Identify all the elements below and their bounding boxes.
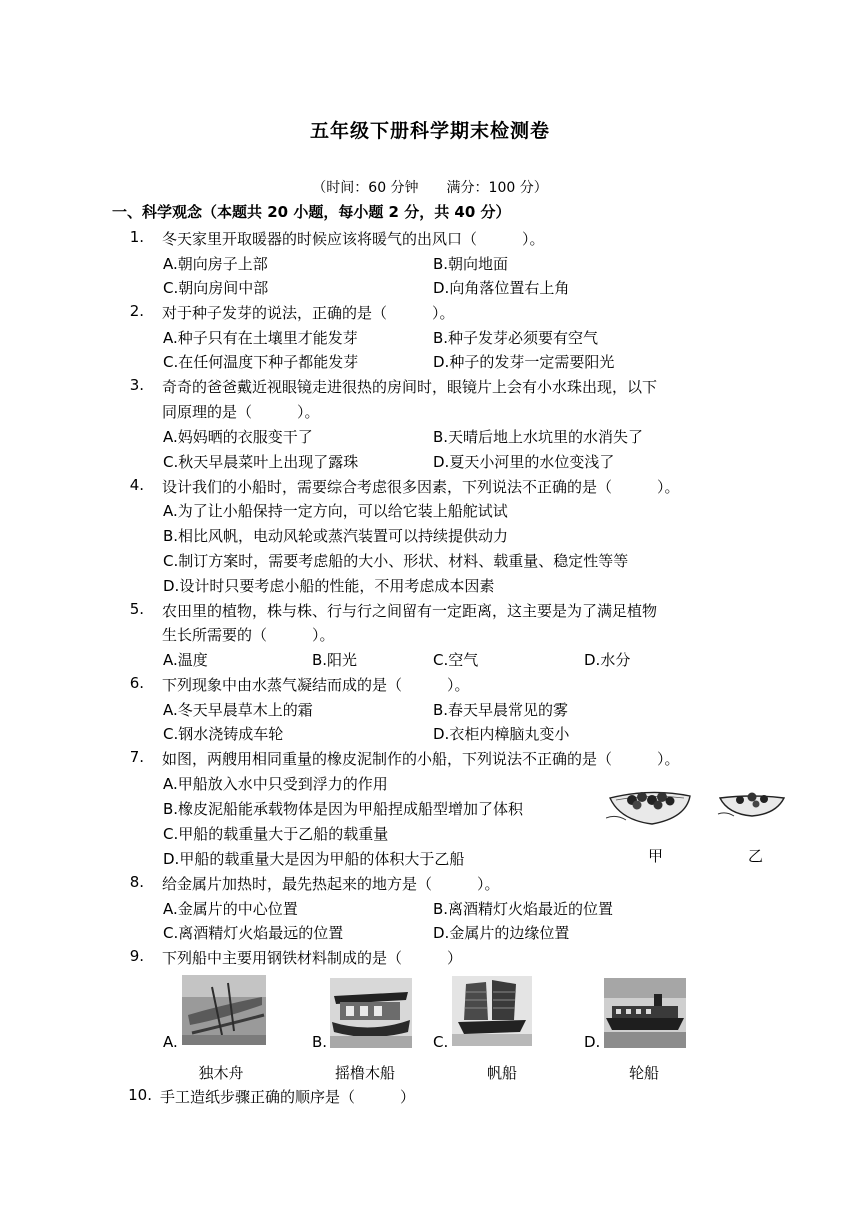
section-heading: 一、科学观念（本题共 20 小题，每小题 2 分，共 40 分） bbox=[112, 203, 511, 221]
option: D.夏天小河里的水位变浅了 bbox=[433, 453, 615, 471]
question-text: 农田里的植物，株与株、行与行之间留有一定距离，这主要是为了满足植物 bbox=[162, 602, 658, 620]
boat-jia-illustration bbox=[606, 792, 690, 824]
option: A.温度 bbox=[163, 651, 208, 669]
question-number: 1. bbox=[129, 228, 144, 246]
sculling-boat-photo bbox=[330, 978, 412, 1048]
option: C.钢水浇铸成车轮 bbox=[163, 725, 284, 743]
option: B.离酒精灯火焰最近的位置 bbox=[433, 900, 614, 918]
option: C.甲船的载重量大于乙船的载重量 bbox=[163, 825, 389, 843]
boat-yi-illustration bbox=[718, 793, 784, 817]
photo-caption: 摇橹木船 bbox=[334, 1064, 395, 1082]
option: D.衣柜内樟脑丸变小 bbox=[433, 725, 570, 743]
option: C.制订方案时，需要考虑船的大小、形状、材料、载重量、稳定性等等 bbox=[163, 552, 629, 570]
photo-caption: 帆船 bbox=[486, 1064, 517, 1082]
question-number: 2. bbox=[129, 302, 144, 320]
option: B.朝向地面 bbox=[433, 255, 509, 273]
option: C.朝向房间中部 bbox=[163, 279, 269, 297]
question-number: 5. bbox=[129, 600, 144, 618]
exam-meta: （时间：60 分钟 满分：100 分） bbox=[312, 180, 548, 196]
question-number: 6. bbox=[129, 674, 144, 692]
question-text: 同原理的是（ ）。 bbox=[162, 403, 320, 421]
option: B.春天早晨常见的雾 bbox=[433, 701, 569, 719]
option: A.妈妈晒的衣服变干了 bbox=[163, 428, 313, 446]
option: C.在任何温度下种子都能发芽 bbox=[163, 353, 359, 371]
question-text: 对于种子发芽的说法，正确的是（ ）。 bbox=[162, 304, 455, 322]
steamship-photo bbox=[604, 978, 686, 1048]
question-number: 4. bbox=[129, 476, 144, 494]
question-text: 给金属片加热时，最先热起来的地方是（ ）。 bbox=[162, 875, 500, 893]
option: B.天晴后地上水坑里的水消失了 bbox=[433, 428, 644, 446]
option: B. bbox=[312, 1033, 328, 1051]
option: D.水分 bbox=[584, 651, 631, 669]
option: C.离酒精灯火焰最远的位置 bbox=[163, 924, 344, 942]
option: B.种子发芽必须要有空气 bbox=[433, 329, 599, 347]
option: D.甲船的载重量大是因为甲船的体积大于乙船 bbox=[163, 850, 465, 868]
question-text: 生长所需要的（ ）。 bbox=[162, 626, 335, 644]
option: D.向角落位置右上角 bbox=[433, 279, 570, 297]
option: B.阳光 bbox=[312, 651, 358, 669]
option: B.橡皮泥船能承载物体是因为甲船捏成船型增加了体积 bbox=[163, 800, 524, 818]
question-text: 设计我们的小船时，需要综合考虑很多因素，下列说法不正确的是（ ）。 bbox=[162, 478, 680, 496]
photo-caption: 独木舟 bbox=[198, 1064, 244, 1082]
dugout-canoe-photo bbox=[182, 975, 266, 1045]
question-text: 手工造纸步骤正确的顺序是（ ） bbox=[160, 1088, 416, 1106]
option: B.相比风帆，电动风轮或蒸汽装置可以持续提供动力 bbox=[163, 527, 509, 545]
photo-caption: 轮船 bbox=[628, 1064, 659, 1082]
figure-label-yi: 乙 bbox=[748, 847, 764, 865]
option: A. bbox=[163, 1033, 178, 1051]
option: A.种子只有在土壤里才能发芽 bbox=[163, 329, 358, 347]
option: D.种子的发芽一定需要阳光 bbox=[433, 353, 615, 371]
option: D. bbox=[584, 1033, 601, 1051]
question-number: 10. bbox=[128, 1086, 152, 1104]
page-title: 五年级下册科学期末检测卷 bbox=[309, 120, 550, 142]
option: A.为了让小船保持一定方向，可以给它装上船舵试试 bbox=[163, 502, 508, 520]
option: C. bbox=[433, 1033, 449, 1051]
question-text: 下列现象中由水蒸气凝结而成的是（ ）。 bbox=[162, 676, 470, 694]
option: A.朝向房子上部 bbox=[163, 255, 268, 273]
figure-label-jia: 甲 bbox=[648, 847, 664, 865]
option: C.秋天早晨菜叶上出现了露珠 bbox=[163, 453, 359, 471]
question-number: 3. bbox=[129, 376, 144, 394]
sailboat-photo bbox=[452, 976, 532, 1046]
question-text: 奇奇的爸爸戴近视眼镜走进很热的房间时，眼镜片上会有小水珠出现，以下 bbox=[162, 378, 658, 396]
question-number: 9. bbox=[129, 947, 144, 965]
option: A.冬天早晨草木上的霜 bbox=[163, 701, 313, 719]
option: C.空气 bbox=[433, 651, 479, 669]
option: D.金属片的边缘位置 bbox=[433, 924, 570, 942]
question-text: 如图，两艘用相同重量的橡皮泥制作的小船，下列说法不正确的是（ ）。 bbox=[162, 750, 680, 768]
question-text: 下列船中主要用钢铁材料制成的是（ ） bbox=[162, 949, 463, 967]
option: A.金属片的中心位置 bbox=[163, 900, 298, 918]
question-number: 8. bbox=[129, 873, 144, 891]
question-number: 7. bbox=[129, 748, 144, 766]
question-text: 冬天家里开取暖器的时候应该将暖气的出风口（ ）。 bbox=[162, 230, 545, 248]
option: D.设计时只要考虑小船的性能，不用考虑成本因素 bbox=[163, 577, 495, 595]
option: A.甲船放入水中只受到浮力的作用 bbox=[163, 775, 388, 793]
